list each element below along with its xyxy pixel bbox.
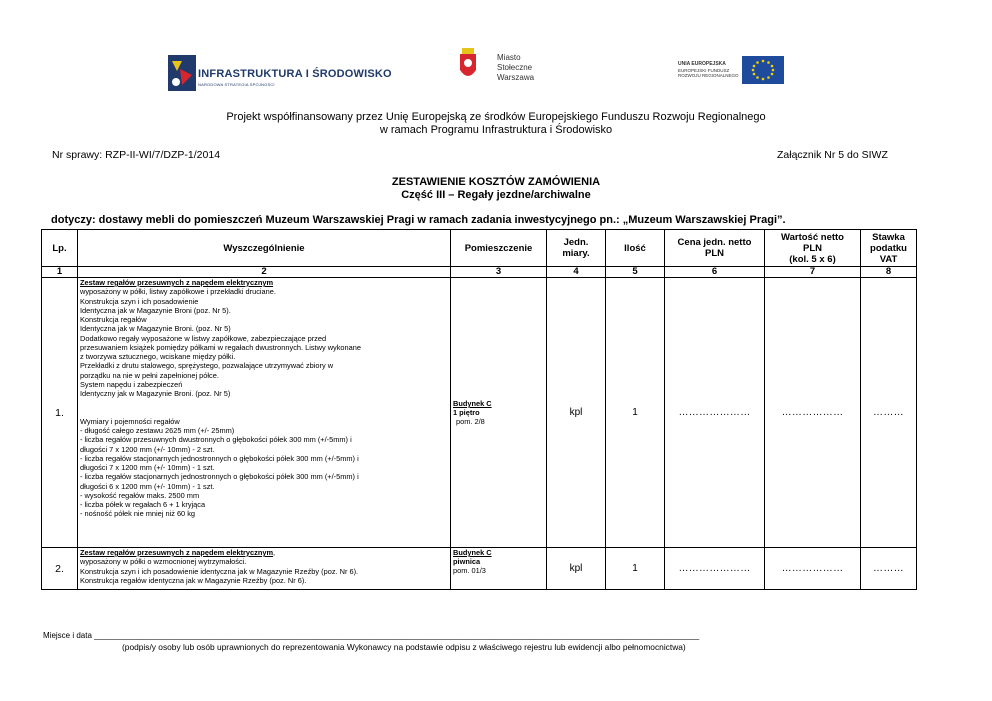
- description-line: wyposażony w półki o wzmocnionej wytrzymałości.: [80, 557, 247, 567]
- place-date-label: Miejsce i data: [43, 631, 92, 640]
- signature-line[interactable]: ________________________________________________________________________________________________________________________________________: [94, 631, 700, 640]
- row-lp: 2.: [42, 548, 78, 590]
- header-price: Cena jedn. netto PLN: [665, 230, 765, 267]
- row-price-field[interactable]: …………………: [665, 548, 765, 590]
- row-room: [451, 278, 547, 548]
- warszawa-line1: Miasto: [497, 53, 521, 62]
- column-number-row: [42, 267, 917, 278]
- ue-line1: UNIA EUROPEJSKA: [678, 61, 726, 67]
- cofinance-line1: Projekt współfinansowany przez Unię Europejską ze środków Europejskiego Funduszu Rozwoju Regionalnego: [226, 111, 766, 123]
- infrastruktura-title: INFRASTRUKTURA I ŚRODOWISKO: [198, 68, 392, 80]
- header-net: Wartość netto PLN (kol. 5 x 6): [765, 230, 861, 267]
- table-header-row: [42, 230, 917, 267]
- room-floor: piwnica: [453, 557, 481, 566]
- description-line: Konstrukcja szyn i ich posadowienie: [80, 296, 199, 306]
- header-lp: Lp.: [42, 230, 78, 267]
- col-number: 5: [606, 267, 665, 278]
- warszawa-line2: Stołeczne: [497, 63, 533, 72]
- table-row: [42, 278, 917, 548]
- description-line: - wysokość regałów maks. 2500 mm: [80, 490, 200, 500]
- infrastruktura-emblem-icon: [168, 55, 196, 91]
- description-line: - liczba regałów przesuwnych dwustronnych o głębokości półek 300 mm (+/-5mm) i: [80, 435, 352, 445]
- table-row: [42, 548, 917, 590]
- description-line: - długość całego zestawu 2625 mm (+/- 25mm): [80, 426, 235, 435]
- col-number: 6: [665, 267, 765, 278]
- cofinance-line2: w ramach Programu Infrastruktura i Środowisko: [379, 124, 613, 136]
- logo-infrastruktura: [168, 55, 392, 91]
- row-description-title: Zestaw regałów przesuwnych z napędem elektrycznym: [80, 278, 274, 287]
- row-description-title: Zestaw regałów przesuwnych z napędem elektrycznym,: [80, 548, 276, 557]
- col-number: 8: [861, 267, 917, 278]
- row-room: [451, 548, 547, 590]
- description-line: Dodatkowo regały wyposażone w listwy zapółkowe, zabezpieczające przed: [80, 333, 327, 343]
- row-description-lines: [80, 287, 448, 518]
- description-line: długości 6 x 1200 mm (+/- 10mm) - 1 szt.: [80, 481, 215, 491]
- row-description: [78, 278, 451, 548]
- room-building: Budynek C: [453, 548, 492, 557]
- place-date-line: [43, 631, 883, 640]
- warszawa-coat-of-arms-icon: [457, 48, 479, 82]
- description-line: Konstrukcja szyn i ich posadowienie identyczna jak w Magazynie Rzeźby (poz. Nr 6).: [80, 566, 359, 576]
- logo-warszawa: [457, 48, 547, 88]
- row-qty: 1: [606, 278, 665, 548]
- description-line: Wymiary i pojemności regałów: [80, 416, 180, 426]
- description-line: [80, 398, 448, 407]
- row-description: [78, 548, 451, 590]
- page-title: ZESTAWIENIE KOSZTÓW ZAMÓWIENIA: [391, 176, 601, 188]
- room-building: Budynek C: [453, 399, 492, 408]
- description-line: - nośność półek nie mniej niż 60 kg: [80, 509, 196, 519]
- header-vat: Stawka podatku VAT: [861, 230, 917, 267]
- description-line: przesuwaniem książek pomiędzy półkami w regałach dwustronnych. Listwy wykonane: [80, 342, 361, 352]
- row-price-field[interactable]: …………………: [665, 278, 765, 548]
- row-vat-field[interactable]: ………: [861, 278, 917, 548]
- col-number: 1: [42, 267, 78, 278]
- description-line: Konstrukcja regałów identyczna jak w Magazynie Rzeźby (poz. Nr 6).: [80, 575, 307, 585]
- description-line: Przekładki z drutu stalowego, sprężystego, pozwalające utrzymywać zbiory w: [80, 361, 334, 371]
- col-number: 7: [765, 267, 861, 278]
- col-number: 4: [547, 267, 606, 278]
- description-line: - liczba regałów stacjonarnych jednostronnych o głębokości półek 300 mm (+/-5mm) i: [80, 472, 359, 482]
- description-line: System napędu i zabezpieczeń: [80, 379, 183, 389]
- row-qty: 1: [606, 548, 665, 590]
- eu-flag-icon: [742, 56, 784, 84]
- col-number: 3: [451, 267, 547, 278]
- signature-note: (podpis/y osoby lub osób uprawnionych do reprezentowania Wykonawcy na podstawie odpisu z właściwego rejestru lub ewidencji albo pełnomocnictwa): [122, 642, 686, 652]
- room-number: pom. 2/8: [456, 417, 485, 426]
- description-line: długości 7 x 1200 mm (+/- 10mm) - 1 szt.: [80, 463, 215, 472]
- row-vat-field[interactable]: ………: [861, 548, 917, 590]
- description-line: Konstrukcja regałów: [80, 315, 147, 324]
- header-desc: Wyszczególnienie: [78, 230, 451, 267]
- col-number: 2: [78, 267, 451, 278]
- description-line: - liczba regałów stacjonarnych jednostronnych o głębokości półek 300 mm (+/-5mm) i: [80, 453, 359, 463]
- warszawa-line3: Warszawa: [497, 73, 535, 82]
- header-unit: Jedn. miary.: [547, 230, 606, 267]
- room-number: pom. 01/3: [453, 566, 486, 575]
- header-room: Pomieszczenie: [451, 230, 547, 267]
- description-line: wyposażony w półki, listwy zapółkowe i przekładki druciane.: [80, 287, 276, 297]
- row-unit: kpl: [547, 278, 606, 548]
- attachment-label: Załącznik Nr 5 do SIWZ: [777, 149, 888, 161]
- infrastruktura-subtitle: NARODOWA STRATEGIA SPÓJNOŚCI: [198, 82, 275, 87]
- description-line: Identyczna jak w Magazynie Broni. (poz. Nr 5): [80, 324, 231, 334]
- description-line: z tworzywa sztucznego, wciskane między półki.: [80, 352, 236, 361]
- row-net-field[interactable]: ………………: [765, 278, 861, 548]
- row-lp: 1.: [42, 278, 78, 548]
- description-line: Identyczna jak w Magazynie Broni (poz. Nr 5).: [80, 305, 231, 315]
- description-line: - liczba półek w regałach 6 + 1 kryjąca: [80, 500, 206, 509]
- row-net-field[interactable]: ………………: [765, 548, 861, 590]
- description-line: długości 7 x 1200 mm (+/- 10mm) - 2 szt.: [80, 444, 215, 454]
- row-description-lines: [80, 557, 448, 585]
- header-qty: Ilość: [606, 230, 665, 267]
- description-line: [80, 408, 448, 417]
- page-subtitle: Część III – Regały jezdne/archiwalne: [401, 189, 591, 201]
- logo-ue: [678, 56, 788, 86]
- ue-line2: EUROPEJSKI FUNDUSZ: [678, 68, 730, 73]
- cost-table: [41, 229, 917, 590]
- ue-line3: ROZWOJU REGIONALNEGO: [678, 73, 739, 78]
- room-floor: 1 piętro: [453, 408, 480, 417]
- description-line: porządku na nie w pełni zapełnionej półce.: [80, 370, 219, 380]
- description-line: Identyczny jak w Magazynie Broni. (poz. Nr 5): [80, 389, 231, 398]
- subject-line: dotyczy: dostawy mebli do pomieszczeń Muzeum Warszawskiej Pragi w ramach zadania inwestycyjnego pn.: „Muzeum Warszawskiej Pragi”.: [51, 214, 786, 226]
- case-number: Nr sprawy: RZP-II-WI/7/DZP-1/2014: [52, 149, 221, 161]
- row-unit: kpl: [547, 548, 606, 590]
